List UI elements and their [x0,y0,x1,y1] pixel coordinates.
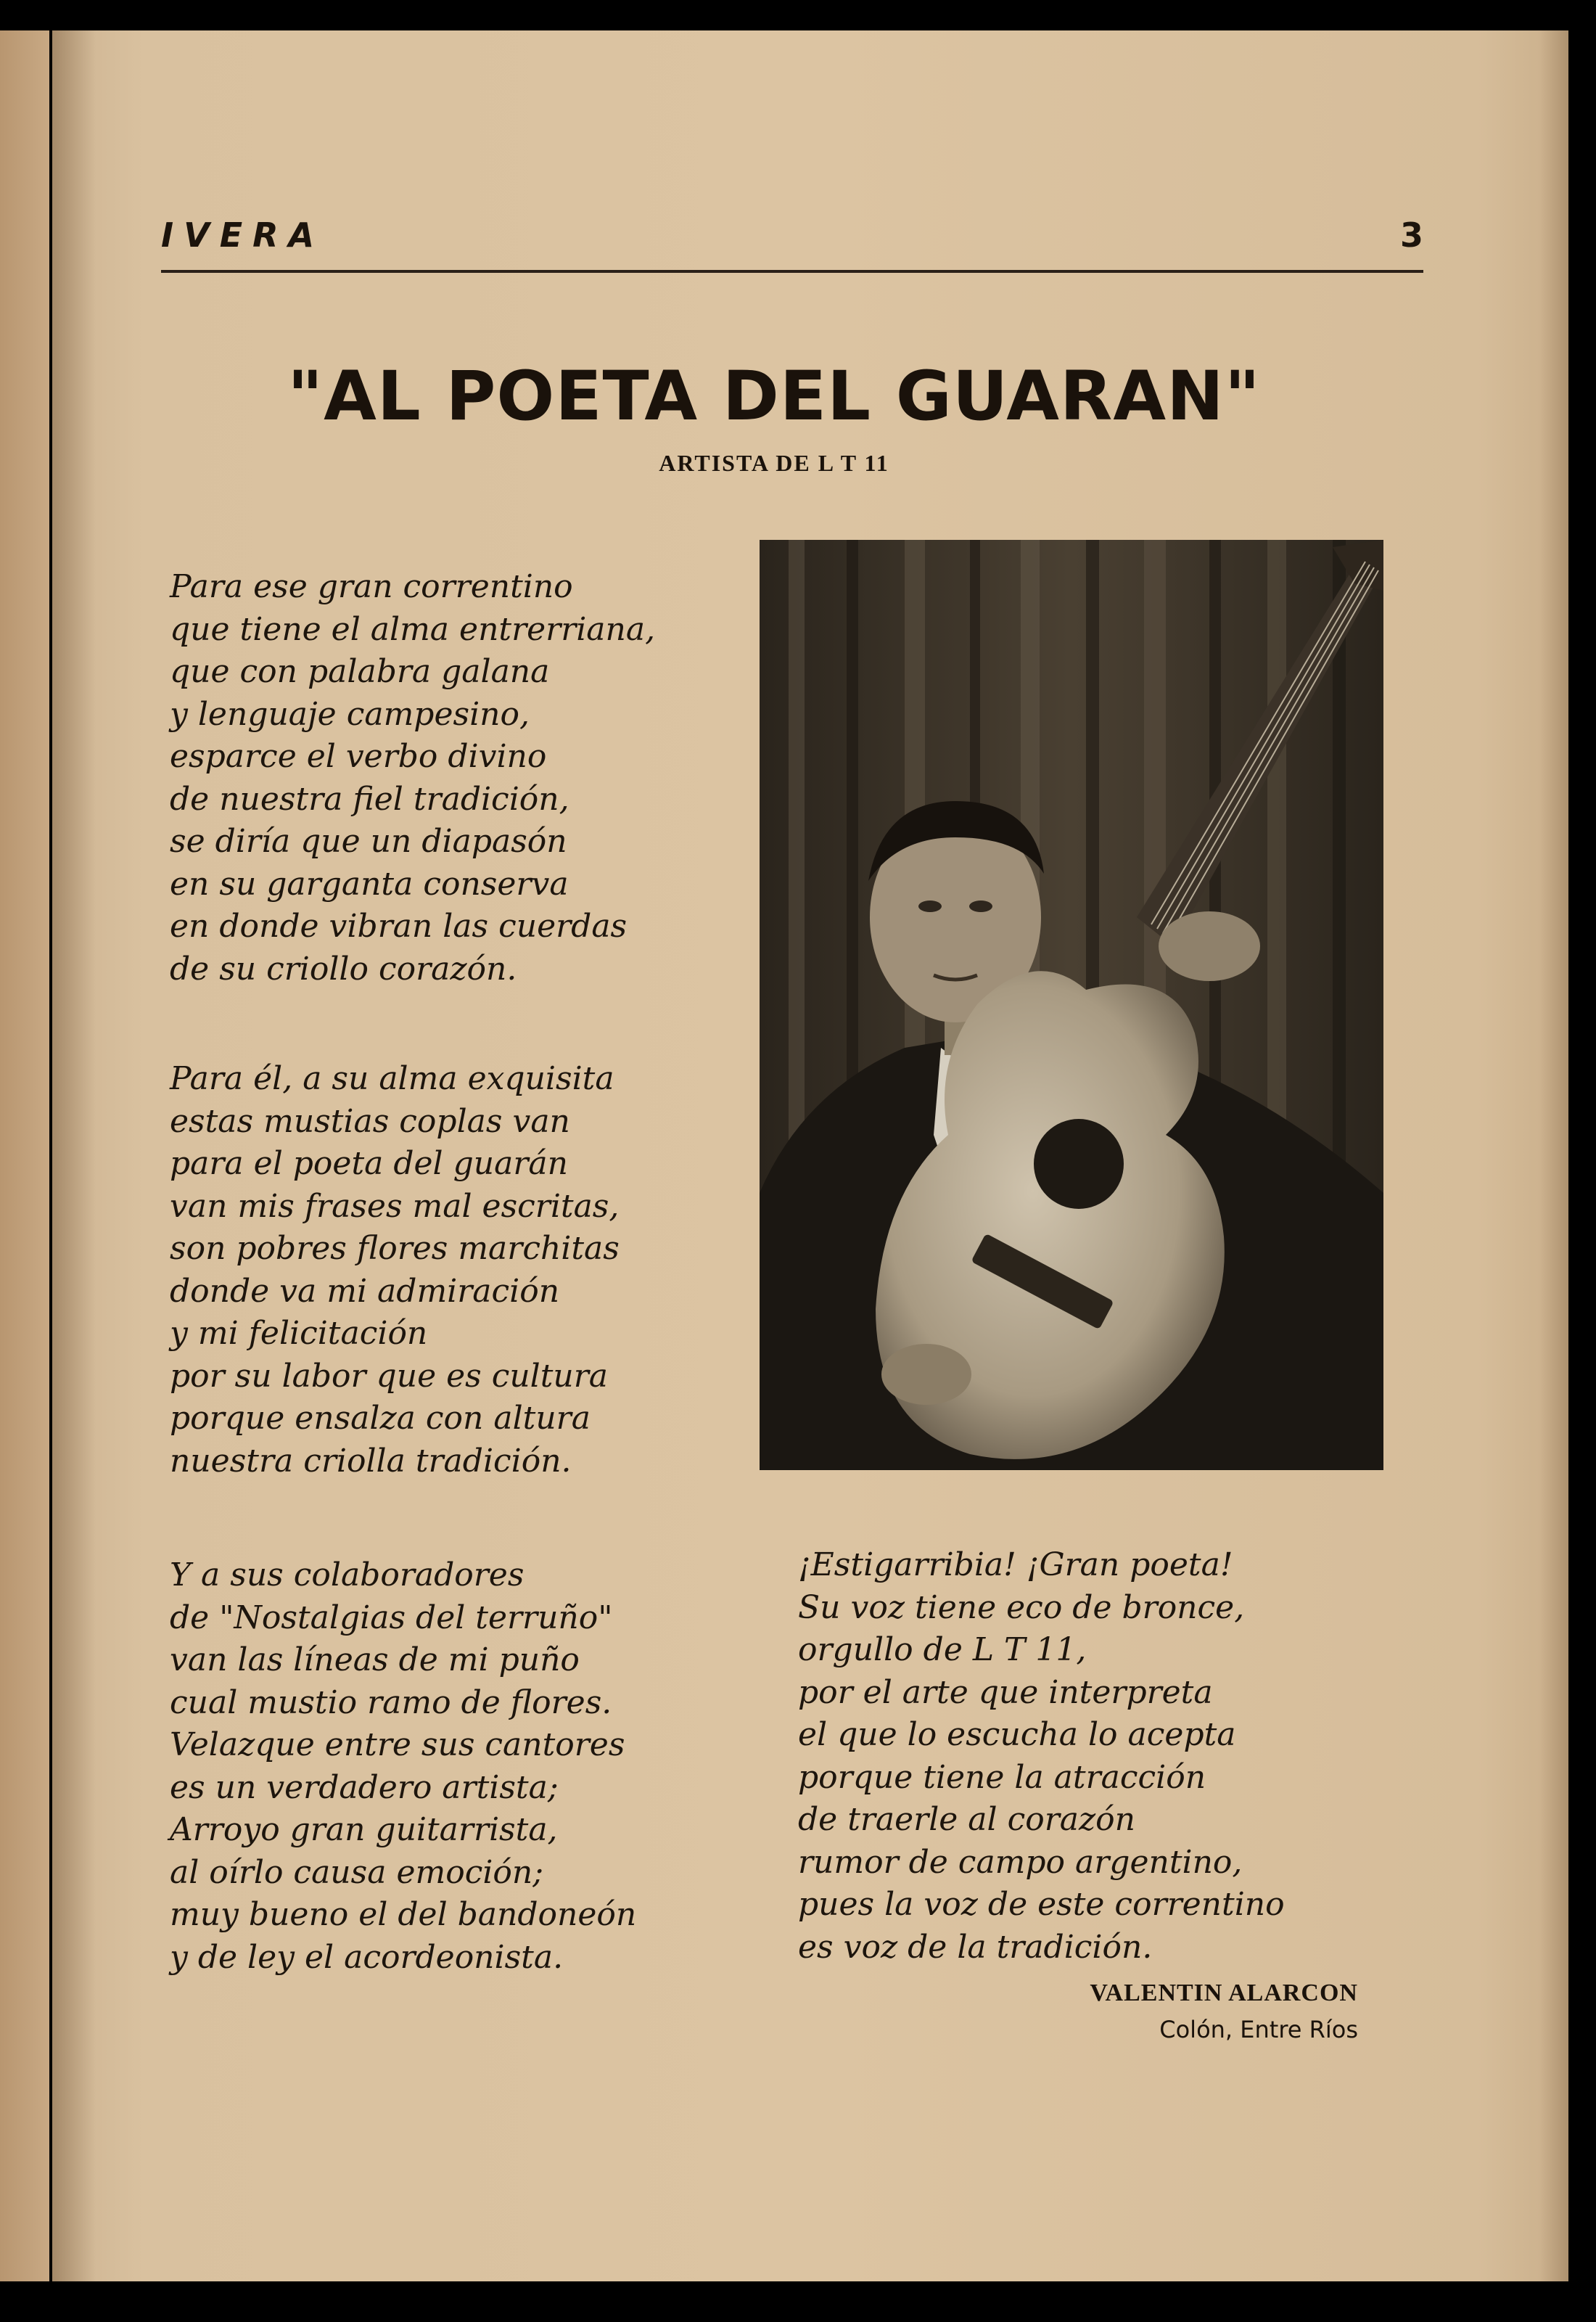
verse-line: de su criollo corazón. [170,950,517,988]
verse-line: esparce el verbo divino [170,738,547,775]
verse-line: en donde vibran las cuerdas [170,908,628,945]
author-place: Colón, Entre Ríos [1159,2016,1358,2043]
verse-line: Y a sus colaboradores [170,1556,525,1593]
header-rule [161,270,1423,273]
author-name: VALENTIN ALARCON [1090,1980,1358,2006]
verse-line: cual mustio ramo de flores. [170,1683,612,1721]
article-subtitle: ARTISTA DE L T 11 [659,450,889,476]
guitar-sound-hole [1034,1119,1124,1209]
magazine-page [52,30,1568,2281]
verse-line: en su garganta conserva [170,865,569,903]
verse-line: Su voz tiene eco de bronce, [798,1588,1245,1626]
verse-line: se diría que un diapasón [170,823,567,860]
verse-line: orgullo de L T 11, [798,1631,1087,1668]
verse-line: van las líneas de mi puño [170,1641,580,1678]
verse-line: por su labor que es cultura [170,1357,609,1395]
verse-line: Para ese gran correntino [170,568,573,605]
verse-line: estas mustias coplas van [170,1102,570,1140]
page-number: 3 [1399,216,1423,255]
verse-line: van mis frases mal escritas, [170,1187,620,1225]
verse-line: porque ensalza con altura [170,1400,591,1437]
verse-line: Velazque entre sus cantores [170,1726,625,1763]
running-title: IVERA [161,216,325,255]
stanza-1 [170,566,655,990]
stanza-4 [798,1544,1285,1969]
left-eye [918,901,942,912]
verse-line: Para él, a su alma exquisita [170,1060,614,1097]
verse-line: para el poeta del guarán [170,1145,568,1182]
verse-line: Arroyo gran guitarrista, [170,1811,558,1848]
man-with-guitar-photo [760,540,1383,1470]
verse-line: muy bueno el del bandoneón [170,1896,637,1933]
article-title: "AL POETA DEL GUARAN" [287,357,1261,436]
running-head [161,216,1423,266]
photo-illustration [760,540,1383,1470]
verse-line: que con palabra galana [170,653,550,690]
stanza-3 [170,1554,636,1979]
page-edge-shadow [1539,30,1568,2281]
verse-line: nuestra criolla tradición. [170,1442,572,1480]
left-hand [1159,911,1260,981]
previous-page-edge [0,30,49,2281]
verse-line: y lenguaje campesino, [170,695,530,733]
verse-line: de "Nostalgias del terruño" [170,1599,613,1636]
verse-line: ¡Estigarribia! ¡Gran poeta! [798,1546,1233,1583]
verse-line: pues la voz de este correntino [798,1886,1285,1923]
verse-line: que tiene el alma entrerriana, [170,610,656,648]
right-eye [969,901,992,912]
right-hand [881,1344,971,1405]
verse-line: de nuestra fiel tradición, [170,780,569,818]
verse-line: el que lo escucha lo acepta [798,1716,1236,1753]
verse-line: al oírlo causa emoción; [170,1853,544,1891]
verse-line: porque tiene la atracción [798,1758,1206,1796]
verse-line: de traerle al corazón [798,1801,1136,1838]
verse-line: es voz de la tradición. [798,1928,1153,1966]
verse-line: y de ley el acordeonista. [170,1938,564,1976]
verse-line: son pobres flores marchitas [170,1230,620,1267]
verse-line: es un verdadero artista; [170,1768,559,1806]
verse-line: y mi felicitación [170,1315,428,1352]
verse-line: donde va mi admiración [170,1272,560,1310]
verse-line: rumor de campo argentino, [798,1843,1243,1881]
stanza-2 [170,1058,620,1482]
verse-line: por el arte que interpreta [798,1673,1213,1711]
